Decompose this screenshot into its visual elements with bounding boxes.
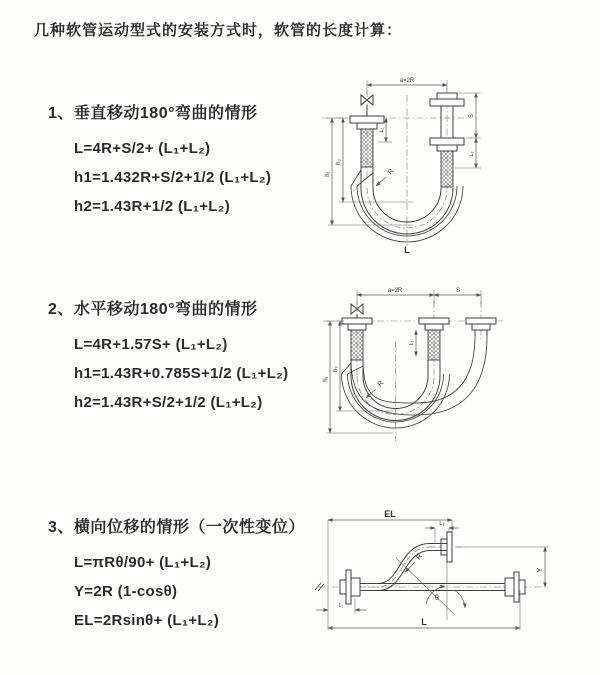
- left-pipe-flange: [350, 116, 384, 167]
- formula-h1: h1=1.432R+S/2+1/2 (L₁+L₂): [74, 169, 272, 186]
- dim-label-h2: h₂: [333, 366, 339, 372]
- dim-label-h1: h₁: [325, 171, 331, 177]
- angle-label: θ: [435, 595, 439, 602]
- length-label: L: [404, 245, 410, 255]
- formula-el: EL=2Rsinθ+ (L₁+L₂): [74, 612, 220, 629]
- left-flange: [340, 570, 360, 604]
- section-3-formulas: [74, 548, 348, 635]
- braided-section: [441, 151, 453, 187]
- formula-length: L=4R+S/2+ (L₁+L₂): [74, 140, 211, 157]
- left-pipe-flange: [342, 318, 372, 360]
- radius-callout: [376, 168, 395, 186]
- braided-section: [428, 330, 440, 360]
- page-title: 几种软管运动型式的安装方式时，软管的长度计算：: [34, 22, 403, 39]
- diagram-vertical-bend: [318, 70, 513, 260]
- section-horizontal-bend: [48, 296, 348, 417]
- section-1-heading: 1、垂直移动180°弯曲的情形: [48, 105, 258, 122]
- formula-h1: h1=1.43R+0.785S+1/2 (L₁+L₂): [74, 365, 289, 382]
- center-pipe-flange: [419, 318, 449, 360]
- formula-h2: h2=1.43R+S/2+1/2 (L₁+L₂): [74, 394, 263, 411]
- dim-label-h2: h₂: [336, 159, 342, 165]
- lower-right-flange: [505, 572, 525, 602]
- upper-flange: [441, 532, 452, 562]
- radius-callout: [366, 380, 385, 398]
- dim-label-s: S: [455, 288, 461, 294]
- valve-icon: [361, 95, 373, 116]
- braided-section: [351, 330, 363, 360]
- dimension-fitting: [409, 330, 416, 356]
- dim-label-h1: h₁: [323, 376, 329, 382]
- dimension-top-span: [367, 78, 447, 94]
- formula-h2: h2=1.43R+1/2 (L₁+L₂): [74, 198, 231, 215]
- section-lateral-displacement: [48, 514, 348, 635]
- dim-label-a2r: a=2R: [399, 78, 415, 84]
- dimension-y: [456, 547, 548, 587]
- dim-label-y: Y: [537, 567, 544, 573]
- hose-displaced-position: [351, 336, 487, 415]
- section-vertical-bend: [48, 100, 348, 221]
- dim-label-l: L: [421, 617, 427, 627]
- dim-label-l1: L₁: [338, 603, 344, 609]
- section-1-formulas: [74, 134, 348, 221]
- radius-label: R: [415, 553, 425, 562]
- dim-label-l1: L₁: [379, 127, 385, 133]
- dim-label-l2: L₂: [469, 151, 475, 157]
- dim-label-l2: L₂: [439, 521, 445, 527]
- section-3-heading: 3、横向位移的情形（一次性变位）: [48, 519, 305, 536]
- section-2-heading: 2、水平移动180°弯曲的情形: [48, 301, 258, 318]
- radius-label: R: [386, 167, 396, 177]
- formula-y: Y=2R (1-cosθ): [74, 583, 178, 600]
- diagram-horizontal-bend: [318, 281, 533, 461]
- braided-section: [361, 129, 373, 167]
- dim-label-s: S: [469, 113, 475, 119]
- dim-label-a2r: a=2R: [387, 288, 403, 294]
- section-2-formulas: [74, 330, 348, 417]
- diagram-lateral-displacement: [308, 498, 558, 658]
- formula-length: L=πRθ/90+ (L₁+L₂): [74, 554, 212, 571]
- dimension-fitting-left: [316, 598, 367, 614]
- dim-label-l1: L₁: [409, 340, 415, 346]
- radius-label: R: [376, 379, 386, 389]
- dim-label-el: EL: [384, 509, 396, 519]
- formula-length: L=4R+1.57S+ (L₁+L₂): [74, 336, 228, 353]
- dimension-top-span: [357, 288, 481, 305]
